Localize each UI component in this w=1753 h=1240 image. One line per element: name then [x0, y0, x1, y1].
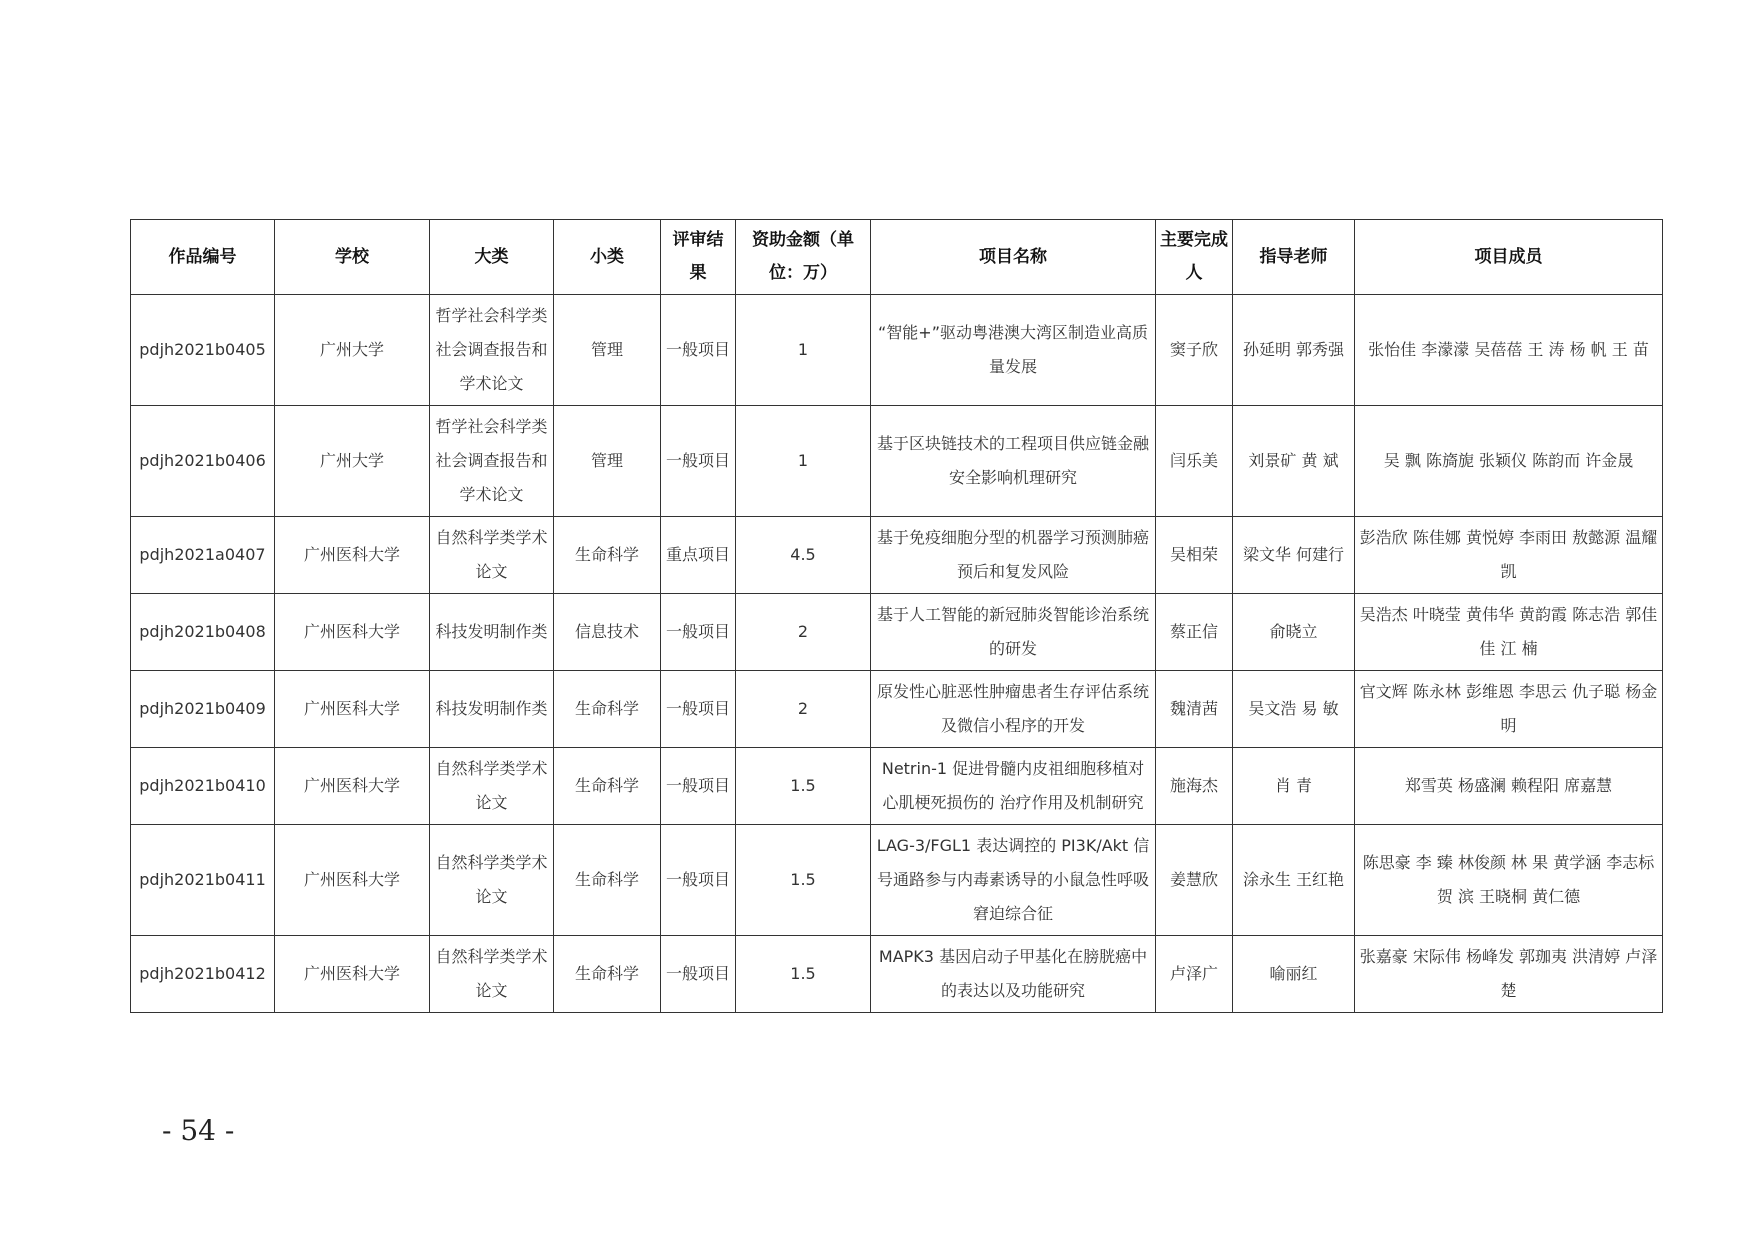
page-number: - 54 -: [162, 1114, 235, 1147]
cell-school: 广州医科大学: [275, 671, 430, 748]
cell-code: pdjh2021b0412: [131, 936, 275, 1013]
header-category: 大类: [430, 220, 554, 295]
table-row: [131, 748, 1663, 825]
cell-leader: 施海杰: [1156, 748, 1233, 825]
cell-members: 陈思豪 李 臻 林俊颜 林 果 黄学涵 李志标 贺 滨 王晓桐 黄仁德: [1355, 825, 1663, 936]
cell-funding: 4.5: [736, 517, 871, 594]
cell-advisor: 喻丽红: [1233, 936, 1355, 1013]
cell-subcategory: 生命科学: [554, 517, 661, 594]
cell-funding: 1: [736, 406, 871, 517]
cell-leader: 吴相荣: [1156, 517, 1233, 594]
cell-school: 广州医科大学: [275, 748, 430, 825]
cell-title: MAPK3 基因启动子甲基化在膀胱癌中的表达以及功能研究: [871, 936, 1156, 1013]
cell-members: 官文辉 陈永林 彭维恩 李思云 仇子聪 杨金明: [1355, 671, 1663, 748]
cell-members: 张怡佳 李濛濛 吴蓓蓓 王 涛 杨 帆 王 苗: [1355, 295, 1663, 406]
cell-funding: 2: [736, 594, 871, 671]
cell-school: 广州医科大学: [275, 825, 430, 936]
cell-code: pdjh2021b0406: [131, 406, 275, 517]
cell-subcategory: 生命科学: [554, 748, 661, 825]
cell-subcategory: 生命科学: [554, 825, 661, 936]
cell-advisor: 孙延明 郭秀强: [1233, 295, 1355, 406]
cell-school: 广州大学: [275, 406, 430, 517]
table-row: [131, 295, 1663, 406]
cell-code: pdjh2021b0411: [131, 825, 275, 936]
cell-members: 彭浩欣 陈佳娜 黄悦婷 李雨田 敖懿源 温耀凯: [1355, 517, 1663, 594]
project-table: [130, 219, 1663, 1013]
cell-category: 自然科学类学术论文: [430, 936, 554, 1013]
cell-school: 广州医科大学: [275, 936, 430, 1013]
cell-subcategory: 管理: [554, 406, 661, 517]
header-members: 项目成员: [1355, 220, 1663, 295]
cell-result: 重点项目: [661, 517, 736, 594]
cell-advisor: 梁文华 何建行: [1233, 517, 1355, 594]
cell-leader: 窦子欣: [1156, 295, 1233, 406]
cell-school: 广州医科大学: [275, 517, 430, 594]
cell-funding: 1.5: [736, 748, 871, 825]
cell-leader: 蔡正信: [1156, 594, 1233, 671]
table-row: [131, 517, 1663, 594]
cell-members: 张嘉豪 宋际伟 杨峰发 郭珈夷 洪清婷 卢泽楚: [1355, 936, 1663, 1013]
cell-title: 原发性心脏恶性肿瘤患者生存评估系统及微信小程序的开发: [871, 671, 1156, 748]
header-school: 学校: [275, 220, 430, 295]
cell-leader: 卢泽广: [1156, 936, 1233, 1013]
cell-result: 一般项目: [661, 671, 736, 748]
cell-category: 哲学社会科学类社会调查报告和学术论文: [430, 295, 554, 406]
table-row: [131, 406, 1663, 517]
cell-category: 自然科学类学术论文: [430, 748, 554, 825]
header-subcategory: 小类: [554, 220, 661, 295]
header-result: 评审结果: [661, 220, 736, 295]
table-row: [131, 671, 1663, 748]
cell-advisor: 肖 青: [1233, 748, 1355, 825]
cell-funding: 1.5: [736, 825, 871, 936]
cell-result: 一般项目: [661, 936, 736, 1013]
cell-funding: 1.5: [736, 936, 871, 1013]
cell-subcategory: 生命科学: [554, 671, 661, 748]
header-row: [131, 220, 1663, 295]
cell-code: pdjh2021b0408: [131, 594, 275, 671]
cell-result: 一般项目: [661, 594, 736, 671]
cell-members: 郑雪英 杨盛澜 赖程阳 席嘉慧: [1355, 748, 1663, 825]
cell-school: 广州医科大学: [275, 594, 430, 671]
cell-members: 吴 飘 陈旖旎 张颖仪 陈韵而 许金晟: [1355, 406, 1663, 517]
cell-result: 一般项目: [661, 825, 736, 936]
table-body: [131, 295, 1663, 1013]
cell-result: 一般项目: [661, 748, 736, 825]
cell-subcategory: 生命科学: [554, 936, 661, 1013]
cell-title: 基于人工智能的新冠肺炎智能诊治系统的研发: [871, 594, 1156, 671]
cell-members: 吴浩杰 叶晓莹 黄伟华 黄韵霞 陈志浩 郭佳佳 江 楠: [1355, 594, 1663, 671]
cell-subcategory: 信息技术: [554, 594, 661, 671]
cell-funding: 1: [736, 295, 871, 406]
cell-advisor: 吴文浩 易 敏: [1233, 671, 1355, 748]
cell-result: 一般项目: [661, 406, 736, 517]
cell-title: LAG-3/FGL1 表达调控的 PI3K/Akt 信号通路参与内毒素诱导的小鼠急性呼吸窘迫综合征: [871, 825, 1156, 936]
cell-leader: 魏清茜: [1156, 671, 1233, 748]
cell-funding: 2: [736, 671, 871, 748]
cell-category: 科技发明制作类: [430, 671, 554, 748]
table-row: [131, 594, 1663, 671]
header-code: 作品编号: [131, 220, 275, 295]
cell-code: pdjh2021a0407: [131, 517, 275, 594]
cell-subcategory: 管理: [554, 295, 661, 406]
cell-category: 自然科学类学术论文: [430, 517, 554, 594]
header-title: 项目名称: [871, 220, 1156, 295]
table-row: [131, 936, 1663, 1013]
cell-leader: 闫乐美: [1156, 406, 1233, 517]
cell-advisor: 刘景矿 黄 斌: [1233, 406, 1355, 517]
cell-title: 基于免疫细胞分型的机器学习预测肺癌预后和复发风险: [871, 517, 1156, 594]
cell-advisor: 涂永生 王红艳: [1233, 825, 1355, 936]
cell-code: pdjh2021b0410: [131, 748, 275, 825]
cell-category: 哲学社会科学类社会调查报告和学术论文: [430, 406, 554, 517]
cell-title: Netrin-1 促进骨髓内皮祖细胞移植对心肌梗死损伤的 治疗作用及机制研究: [871, 748, 1156, 825]
header-leader: 主要完成人: [1156, 220, 1233, 295]
cell-code: pdjh2021b0405: [131, 295, 275, 406]
header-funding: 资助金额（单位：万）: [736, 220, 871, 295]
cell-title: 基于区块链技术的工程项目供应链金融安全影响机理研究: [871, 406, 1156, 517]
cell-code: pdjh2021b0409: [131, 671, 275, 748]
cell-category: 自然科学类学术论文: [430, 825, 554, 936]
cell-leader: 姜慧欣: [1156, 825, 1233, 936]
cell-advisor: 俞晓立: [1233, 594, 1355, 671]
header-advisor: 指导老师: [1233, 220, 1355, 295]
cell-school: 广州大学: [275, 295, 430, 406]
cell-category: 科技发明制作类: [430, 594, 554, 671]
cell-title: “智能+”驱动粤港澳大湾区制造业高质量发展: [871, 295, 1156, 406]
table-row: [131, 825, 1663, 936]
cell-result: 一般项目: [661, 295, 736, 406]
